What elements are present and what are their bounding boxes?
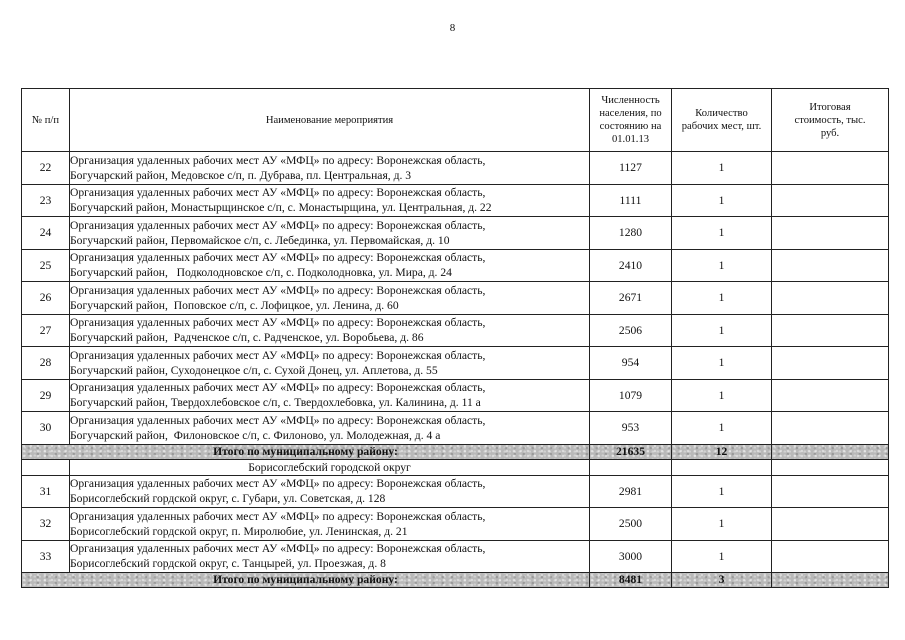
total-row [22, 444, 889, 459]
row-number: 24 [22, 217, 70, 250]
measure-name-line: Организация удаленных рабочих мест АУ «МФЦ» по адресу: Воронежская область, [70, 509, 486, 523]
header-population-line: населения, по [599, 108, 662, 119]
workplaces-cell: 1 [672, 249, 772, 282]
workplaces-cell: 1 [672, 412, 772, 445]
measure-name [70, 184, 590, 217]
table-header-row [22, 89, 889, 152]
measure-name [70, 379, 590, 412]
measure-name-line: Борисоглебский гордской округ, с. Губари, ул. Советская, д. 128 [70, 492, 386, 506]
measure-name-line: Организация удаленных рабочих мест АУ «МФЦ» по адресу: Воронежская область, [70, 283, 486, 297]
district-spacer [590, 459, 672, 475]
header-workplaces-line: рабочих мест, шт. [681, 121, 762, 132]
measure-name-line: Организация удаленных рабочих мест АУ «МФЦ» по адресу: Воронежская область, [70, 251, 486, 265]
page-number: 8 [449, 22, 456, 34]
measures-table [21, 88, 889, 588]
cost-cell [772, 475, 889, 508]
row-number: 32 [22, 508, 70, 541]
measure-name-line: Организация удаленных рабочих мест АУ «МФЦ» по адресу: Воронежская область, [70, 381, 486, 395]
population-cell: 954 [590, 347, 672, 380]
cost-cell [772, 152, 889, 185]
population-cell: 3000 [590, 540, 672, 573]
measure-name-line: Организация удаленных рабочих мест АУ «МФЦ» по адресу: Воронежская область, [70, 218, 486, 232]
cost-cell [772, 379, 889, 412]
row-number: 22 [22, 152, 70, 185]
table-row [22, 540, 889, 573]
measure-name-line: Богучарский район, Радченское с/п, с. Радченское, ул. Воробьева, д. 86 [70, 331, 424, 345]
table-row [22, 508, 889, 541]
header-population [590, 89, 672, 152]
table-row [22, 314, 889, 347]
header-workplaces-line: Количество [695, 108, 748, 119]
measure-name [70, 152, 590, 185]
total-cost [772, 573, 889, 588]
measure-name [70, 540, 590, 573]
measure-name-line: Организация удаленных рабочих мест АУ «МФЦ» по адресу: Воронежская область, [70, 477, 486, 491]
measure-name-line: Борисоглебский гордской округ, п. Миролюбие, ул. Ленинская, д. 21 [70, 524, 408, 538]
row-number: 25 [22, 249, 70, 282]
population-cell: 1280 [590, 217, 672, 250]
measure-name [70, 347, 590, 380]
table-row [22, 282, 889, 315]
workplaces-cell: 1 [672, 217, 772, 250]
row-number: 28 [22, 347, 70, 380]
header-workplaces [672, 89, 772, 152]
population-cell: 1079 [590, 379, 672, 412]
table-row [22, 184, 889, 217]
measure-name-line: Богучарский район, Подколодновское с/п, с. Подколодновка, ул. Мира, д. 24 [70, 266, 452, 280]
table-row [22, 347, 889, 380]
cost-cell [772, 314, 889, 347]
total-label: Итого по муниципальному району: [22, 444, 590, 459]
header-population-line: Численность [601, 95, 660, 106]
workplaces-cell: 1 [672, 540, 772, 573]
table-row [22, 217, 889, 250]
cost-cell [772, 540, 889, 573]
district-header-row [22, 459, 889, 475]
measure-name-line: Богучарский район, Монастырщинское с/п, с. Монастырщина, ул. Центральная, д. 22 [70, 201, 492, 215]
total-workplaces: 12 [672, 444, 772, 459]
measure-name-line: Организация удаленных рабочих мест АУ «МФЦ» по адресу: Воронежская область, [70, 316, 486, 330]
population-cell: 2671 [590, 282, 672, 315]
header-cost [772, 89, 889, 152]
table-row [22, 152, 889, 185]
population-cell: 2981 [590, 475, 672, 508]
header-cost-line: Итоговая [809, 101, 851, 113]
header-population-line: состоянию на [599, 121, 662, 132]
table-row [22, 412, 889, 445]
district-spacer [772, 459, 889, 475]
row-number: 33 [22, 540, 70, 573]
measure-name [70, 249, 590, 282]
measure-name-line: Богучарский район, Поповское с/п, с. Лофицкое, ул. Ленина, д. 60 [70, 298, 399, 312]
measure-name-line: Организация удаленных рабочих мест АУ «МФЦ» по адресу: Воронежская область, [70, 153, 486, 167]
population-cell: 2410 [590, 249, 672, 282]
table-row [22, 249, 889, 282]
measure-name-line: Богучарский район, Филоновское с/п, с. Филоново, ул. Молодежная, д. 4 а [70, 428, 441, 442]
measure-name-line: Организация удаленных рабочих мест АУ «МФЦ» по адресу: Воронежская область, [70, 186, 486, 200]
row-number: 31 [22, 475, 70, 508]
cost-cell [772, 412, 889, 445]
measure-name [70, 314, 590, 347]
measure-name-line: Богучарский район, Первомайское с/п, с. Лебединка, ул. Первомайская, д. 10 [70, 233, 450, 247]
population-cell: 1111 [590, 184, 672, 217]
measure-name [70, 217, 590, 250]
population-cell: 953 [590, 412, 672, 445]
header-cost-line: стоимость, тыс. [794, 114, 866, 126]
population-cell: 1127 [590, 152, 672, 185]
workplaces-cell: 1 [672, 184, 772, 217]
workplaces-cell: 1 [672, 475, 772, 508]
total-population: 8481 [590, 573, 672, 588]
workplaces-cell: 1 [672, 379, 772, 412]
row-number: 26 [22, 282, 70, 315]
district-spacer [22, 459, 70, 475]
cost-cell [772, 249, 889, 282]
header-num: № п/п [22, 89, 70, 152]
cost-cell [772, 282, 889, 315]
header-name: Наименование мероприятия [70, 89, 590, 152]
population-cell: 2500 [590, 508, 672, 541]
cost-cell [772, 184, 889, 217]
measure-name [70, 508, 590, 541]
workplaces-cell: 1 [672, 282, 772, 315]
cost-cell [772, 217, 889, 250]
cost-cell [772, 508, 889, 541]
row-number: 29 [22, 379, 70, 412]
workplaces-cell: 1 [672, 508, 772, 541]
measure-name-line: Борисоглебский гордской округ, с. Танцырей, ул. Проезжая, д. 8 [70, 557, 386, 571]
total-label: Итого по муниципальному району: [22, 573, 590, 588]
population-cell: 2506 [590, 314, 672, 347]
measure-name [70, 412, 590, 445]
header-cost-line: руб. [820, 127, 840, 139]
total-population: 21635 [590, 444, 672, 459]
measure-name [70, 282, 590, 315]
district-spacer [672, 459, 772, 475]
workplaces-cell: 1 [672, 314, 772, 347]
measure-name-line: Организация удаленных рабочих мест АУ «МФЦ» по адресу: Воронежская область, [70, 348, 486, 362]
workplaces-cell: 1 [672, 347, 772, 380]
header-population-line: 01.01.13 [611, 134, 650, 145]
row-number: 27 [22, 314, 70, 347]
total-cost [772, 444, 889, 459]
total-workplaces: 3 [672, 573, 772, 588]
measure-name-line: Богучарский район, Медовское с/п, п. Дубрава, пл. Центральная, д. 3 [70, 168, 412, 182]
district-name: Борисоглебский городской округ [70, 459, 590, 475]
table-row [22, 379, 889, 412]
cost-cell [772, 347, 889, 380]
measure-name [70, 475, 590, 508]
workplaces-cell: 1 [672, 152, 772, 185]
measure-name-line: Богучарский район, Твердохлебовское с/п, с. Твердохлебовка, ул. Калинина, д. 11 а [70, 396, 481, 410]
row-number: 23 [22, 184, 70, 217]
measure-name-line: Организация удаленных рабочих мест АУ «МФЦ» по адресу: Воронежская область, [70, 413, 486, 427]
table-row [22, 475, 889, 508]
total-row [22, 573, 889, 588]
measure-name-line: Организация удаленных рабочих мест АУ «МФЦ» по адресу: Воронежская область, [70, 542, 486, 556]
row-number: 30 [22, 412, 70, 445]
measure-name-line: Богучарский район, Суходонецкое с/п, с. Сухой Донец, ул. Аплетова, д. 55 [70, 363, 438, 377]
